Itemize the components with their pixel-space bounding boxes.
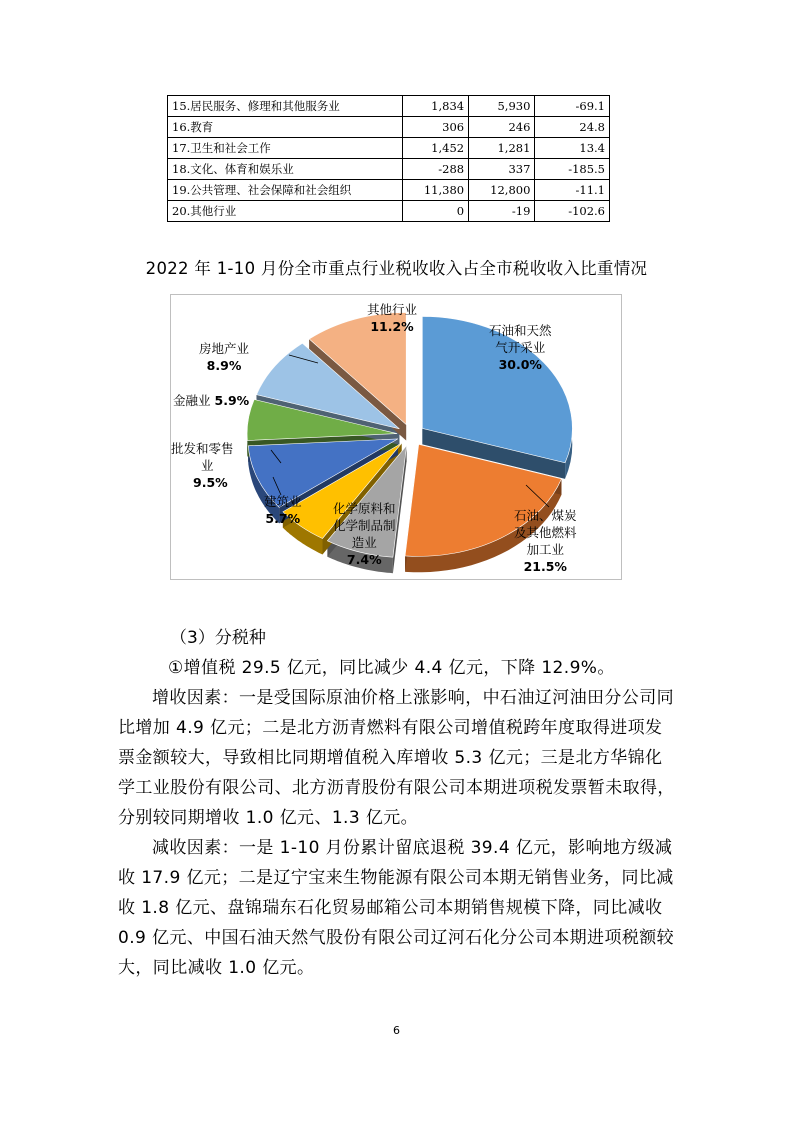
- value-current: 0: [402, 201, 468, 222]
- label-chem-name-3: 造业: [351, 535, 377, 550]
- label-estate: [199, 340, 249, 374]
- change-percent: -102.6: [535, 201, 610, 222]
- value-current: 11,380: [402, 180, 468, 201]
- label-estate-pct: 8.9%: [206, 358, 242, 373]
- label-fuel-name-2: 及其他燃料: [514, 525, 577, 540]
- value-current: 1,834: [402, 96, 468, 117]
- paragraph-vat: ①增值税 29.5 亿元，同比减少 4.4 亿元，下降 12.9%。: [168, 658, 615, 678]
- value-current: 306: [402, 117, 468, 138]
- paragraph-decrease: 减收因素：一是 1-10 月份累计留底退税 39.4 亿元，影响地方级减收 17.9 亿元；二是辽宁宝来生物能源有限公司本期无销售业务，同比减收 1.8 亿元、盘锦瑞东石化贸易邮箱公司本期销售规模下降，同比减收 0.9 亿元、中国石油天然气股份有限公司辽河石化分公司本期进项税额较大，同比减收 1.0 亿元。: [118, 838, 675, 978]
- value-previous: 246: [469, 117, 535, 138]
- section-heading: （3）分税种: [170, 628, 266, 648]
- label-chem: [333, 500, 396, 568]
- change-percent: 13.4: [535, 138, 610, 159]
- industry-name: 20.其他行业: [168, 201, 403, 222]
- table-row: [168, 201, 610, 222]
- industry-name: 19.公共管理、社会保障和社会组织: [168, 180, 403, 201]
- label-other-pct: 11.2%: [370, 319, 414, 334]
- value-previous: 5,930: [469, 96, 535, 117]
- pie-chart: [170, 294, 622, 580]
- label-finance: [173, 392, 249, 409]
- label-build-pct: 5.7%: [265, 511, 301, 526]
- industry-name: 15.居民服务、修理和其他服务业: [168, 96, 403, 117]
- label-other: [367, 301, 417, 335]
- label-oil-gas-name-2: 气开采业: [495, 340, 546, 355]
- page-number: 6: [393, 1024, 400, 1037]
- label-other-name: 其他行业: [367, 302, 418, 317]
- change-percent: -69.1: [535, 96, 610, 117]
- label-fuel-name-3: 加工业: [526, 542, 565, 557]
- industry-tax-table: [167, 95, 610, 222]
- label-fuel-name-1: 石油、煤炭: [514, 508, 577, 523]
- table-row: [168, 180, 610, 201]
- value-current: -288: [402, 159, 468, 180]
- chart-title: 2022 年 1-10 月份全市重点行业税收收入占全市税收收入比重情况: [145, 259, 648, 278]
- change-percent: 24.8: [535, 117, 610, 138]
- change-percent: -185.5: [535, 159, 610, 180]
- label-fuel: [514, 507, 577, 575]
- industry-name: 16.教育: [168, 117, 403, 138]
- value-previous: 12,800: [469, 180, 535, 201]
- paragraph-increase: 增收因素：一是受国际原油价格上涨影响，中石油辽河油田分公司同比增加 4.9 亿元；二是北方沥青燃料有限公司增值税跨年度取得进项发票金额较大，导致相比同期增值税入库增收 5.3 亿元；三是北方华锦化学工业股份有限公司、北方沥青股份有限公司本期进项税发票暂未取得，分别较同期增收 1.0 亿元、1.3 亿元。: [118, 688, 675, 828]
- label-oil-gas-name-1: 石油和天然: [489, 323, 552, 338]
- label-fuel-pct: 21.5%: [523, 559, 567, 574]
- label-trade-name-2: 业: [201, 458, 214, 473]
- value-previous: 1,281: [469, 138, 535, 159]
- body-text: [118, 653, 678, 983]
- label-trade: [171, 440, 234, 491]
- label-chem-pct: 7.4%: [346, 552, 382, 567]
- label-finance-name: 金融业: [173, 393, 211, 408]
- label-trade-name-1: 批发和零售: [171, 441, 234, 456]
- label-estate-name: 房地产业: [199, 341, 250, 356]
- value-current: 1,452: [402, 138, 468, 159]
- label-oil-gas-pct: 30.0%: [498, 357, 542, 372]
- label-chem-name-2: 化学制品制: [333, 518, 396, 533]
- change-percent: -11.1: [535, 180, 610, 201]
- table-row: [168, 138, 610, 159]
- label-build: [264, 493, 302, 527]
- table-row: [168, 159, 610, 180]
- value-previous: -19: [469, 201, 535, 222]
- label-oil-gas: [489, 322, 552, 373]
- label-chem-name-1: 化学原料和: [333, 501, 396, 516]
- table-row: [168, 117, 610, 138]
- value-previous: 337: [469, 159, 535, 180]
- label-finance-pct: 5.9%: [214, 393, 250, 408]
- label-trade-pct: 9.5%: [193, 475, 228, 490]
- table-row: [168, 96, 610, 117]
- label-build-name: 建筑业: [264, 494, 302, 509]
- industry-name: 17.卫生和社会工作: [168, 138, 403, 159]
- industry-name: 18.文化、体育和娱乐业: [168, 159, 403, 180]
